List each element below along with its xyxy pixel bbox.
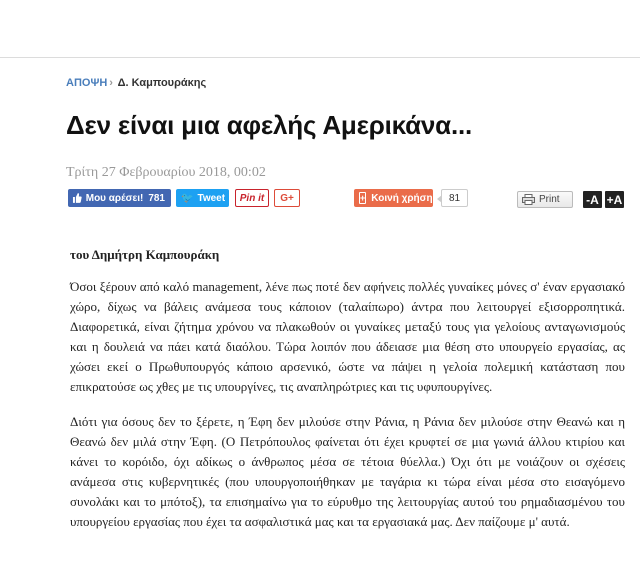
tweet-button[interactable]: [176, 189, 229, 207]
article-title: Δεν είναι μια αφελής Αμερικάνα...: [66, 110, 473, 140]
article-paragraph: Όσοι ξέρουν από καλό management, λένε πως ποτέ δεν αφήνεις πολλές γυναίκες μόνες σ' έναν εργασιακό χώρο, δίχως να βάλεις ανάμεσα τους κάποιον (ταλαίπωρο) άντρα που λειτουργεί εξισορροπητικά. Διαφορετικά, είναι ζήτημα χρόνου να πλακωθούν οι γυναίκες μεταξύ τους για γελοίους ανταγωνισμούς και η δουλειά να πάει κατά διαόλου. Τώρα λοιπόν που άδειασε μια θέση στο υπουργείο εργασίας, ας χώσει εκεί ο Πρωθυπουργός κάποιο αρσενικό, ώστε να πάψει η γελοία πολεμική κατάσταση που επικρατούσε ως χθες με τις υπουργίνες, τις αναπληρώτριες και τις υφυπουργίνες.: [70, 279, 625, 394]
tweet-label: Tweet: [197, 192, 226, 204]
share-label: Κοινή χρήση: [371, 192, 433, 204]
plus-box-icon: +: [360, 193, 366, 203]
printer-icon: [522, 194, 535, 205]
breadcrumb-section-link[interactable]: ΑΠΟΨΗ: [66, 77, 108, 89]
share-button[interactable]: [354, 189, 433, 207]
share-count: 81: [441, 189, 468, 207]
header-divider: [0, 57, 640, 58]
twitter-bird-icon: 🐦: [181, 192, 194, 204]
facebook-like-button[interactable]: [68, 189, 171, 207]
facebook-like-count: 781: [148, 192, 165, 204]
breadcrumb-author: Δ. Καμπουράκης: [117, 77, 207, 89]
breadcrumb-separator: ›: [109, 77, 113, 89]
pinterest-pin-button[interactable]: Pin it: [235, 189, 269, 207]
font-decrease-button[interactable]: -A: [583, 191, 602, 208]
article-byline: του Δημήτρη Καμπουράκη: [70, 247, 220, 262]
google-plus-button[interactable]: G+: [274, 189, 300, 207]
facebook-like-label: Μου αρέσει!: [85, 192, 144, 204]
font-increase-button[interactable]: +A: [606, 192, 623, 207]
article-paragraph: Διότι για όσους δεν το ξέρετε, η Έφη δεν μιλούσε στην Ράνια, η Ράνια δεν μιλούσε στην Θεανώ και η Θεανώ δεν μιλά στην Έφη. (Ο Πετρόπουλος φαίνεται ότι έχει κρυφτεί σε μια γωνιά άλλου κτιρίου και κάνει το κορόιδο, όχι αδίκως ο άνθρωπος μέσα σε τέτοια θύελλα.) Όχι ότι με νοιάζουν οι σχέσεις ανάμεσα στις κυβερνητικές (που υπουργοποιήθηκαν με ταγάρια κι τώρα είναι μέσα στο εισαγόμενο συνολάκι και το μπότοξ), τα επισημαίνω για το εύρυθμο της λειτουργίας αυτού του ρημαδιασμένου του υπουργείου εργασίας που έχει τα ασφαλιστικά μας και τα εργασιακά μας. Δεν παίζουμε μ' αυτά.: [70, 414, 625, 529]
print-label: Print: [539, 194, 560, 205]
thumbs-up-icon: [72, 193, 82, 203]
breadcrumb: [66, 77, 206, 89]
article-date: Τρίτη 27 Φεβρουαρίου 2018, 00:02: [66, 165, 266, 180]
print-button[interactable]: [517, 191, 573, 208]
